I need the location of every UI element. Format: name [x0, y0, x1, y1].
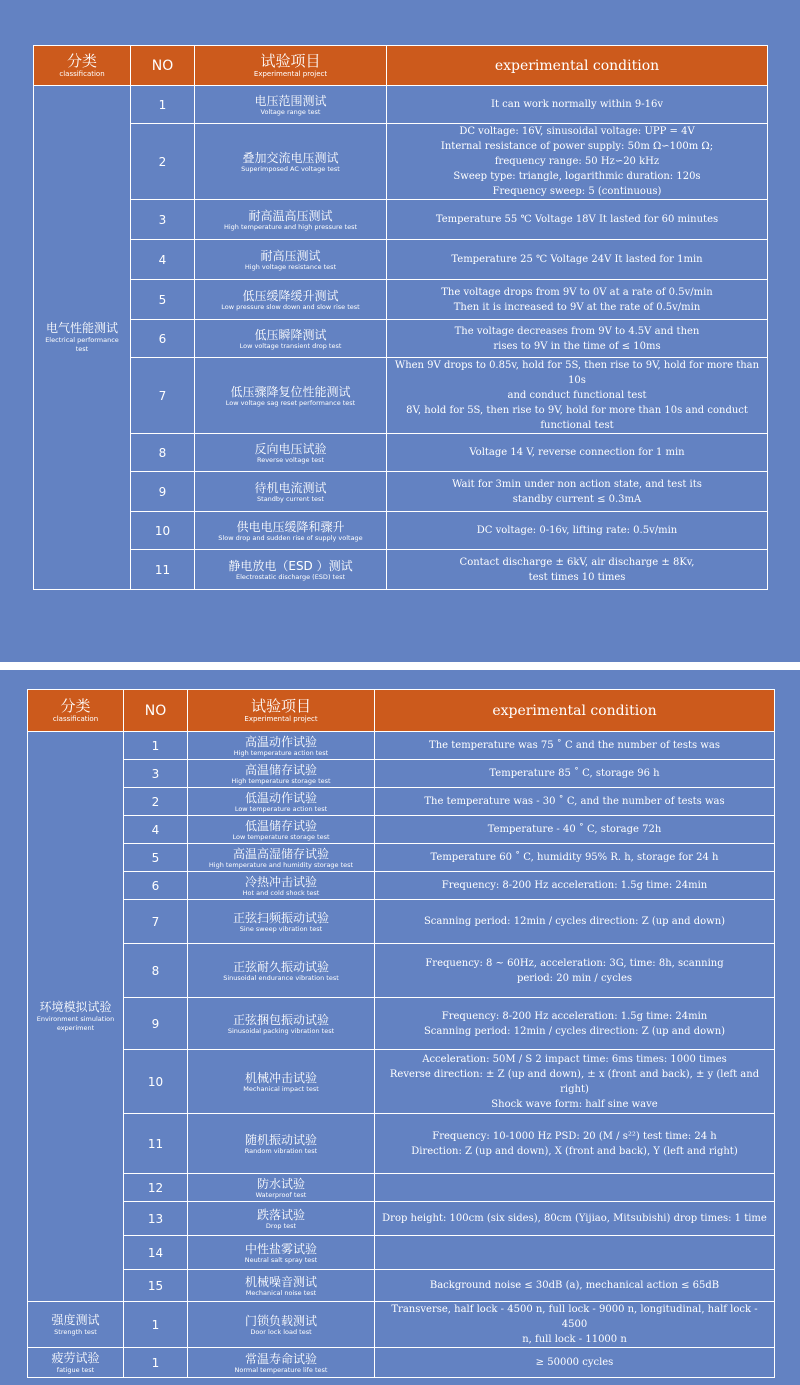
test-name-cn: 机械冲击试验	[244, 1070, 317, 1085]
table-row	[34, 86, 768, 124]
condition-line: Acceleration: 50M / S 2 impact time: 6ms times: 1000 times	[422, 1053, 727, 1065]
condition-line: Background noise ≤ 30dB (a), mechanical action ≤ 65dB	[429, 1280, 720, 1291]
condition-cell	[387, 472, 768, 512]
condition-cell	[375, 900, 775, 944]
test-name-en: High temperature and high pressure test	[223, 222, 358, 231]
environment-test-table	[27, 689, 775, 1378]
test-name-cn: 低压缓降缓升测试	[242, 288, 339, 303]
condition-cell	[387, 240, 768, 280]
condition-line: Scanning period: 12min / cycles direction: Z (up and down)	[423, 916, 726, 927]
test-name-en: Low voltage transient drop test	[239, 341, 342, 350]
condition-line: Frequency: 8-200 Hz acceleration: 1.5g time: 24min	[441, 1010, 708, 1022]
test-name-en: High temperature storage test	[231, 776, 331, 785]
condition-cell	[375, 1270, 775, 1302]
test-name-en: Low temperature storage test	[232, 832, 330, 841]
table-row	[28, 1348, 775, 1378]
category-cell	[34, 86, 131, 590]
test-name-en: Normal temperature life test	[234, 1365, 328, 1374]
section-divider	[0, 662, 800, 670]
table-row	[34, 434, 768, 472]
test-project-cell	[188, 816, 375, 844]
table-row	[28, 760, 775, 788]
table-row	[28, 1302, 775, 1348]
test-project-cell	[188, 760, 375, 788]
test-name-en: Electrostatic discharge (ESD) test	[235, 572, 346, 581]
category-cell	[28, 1302, 124, 1348]
condition-cell	[375, 1174, 775, 1202]
row-number: 2	[124, 788, 188, 816]
no-header: NO	[124, 690, 188, 732]
condition-line: Frequency: 10-1000 Hz PSD: 20 (M / s²²) test time: 24 h	[432, 1130, 717, 1142]
test-project-cell	[195, 358, 387, 434]
row-number: 10	[124, 1050, 188, 1114]
condition-line: Shock wave form: half sine wave	[491, 1098, 658, 1110]
condition-cell	[375, 844, 775, 872]
condition-line: ≥ 50000 cycles	[535, 1357, 614, 1368]
condition-line: Temperature 85 ˚ C, storage 96 h	[489, 768, 660, 779]
row-number: 6	[131, 320, 195, 358]
test-name-cn: 低温储存试验	[244, 818, 317, 833]
condition-cell	[375, 1348, 775, 1378]
table-row	[34, 124, 768, 200]
condition-line: When 9V drops to 0.85v, hold for 5S, then rise to 9V, hold for more than 10s	[394, 360, 760, 386]
test-project-cell	[195, 512, 387, 550]
test-name-cn: 静电放电（ESD ）测试	[228, 558, 353, 573]
table-row	[28, 900, 775, 944]
test-project-cell	[188, 1348, 375, 1378]
condition-line: Reverse direction: ± Z (up and down), ± x (front and back), ± y (left and	[389, 1068, 760, 1080]
table-row	[28, 1270, 775, 1302]
condition-line: Temperature 55 ℃ Voltage 18V It lasted for 60 minutes	[435, 214, 719, 225]
project-header: 试验项目 Experimental project	[195, 46, 387, 86]
test-name-en: High temperature action test	[233, 748, 329, 757]
row-number: 3	[124, 760, 188, 788]
test-project-cell	[188, 1302, 375, 1348]
test-name-cn: 高温高湿储存试验	[232, 846, 329, 861]
test-project-cell	[188, 872, 375, 900]
condition-cell	[375, 760, 775, 788]
row-number: 5	[124, 844, 188, 872]
condition-line: test times 10 times	[528, 571, 626, 583]
test-project-cell	[188, 1236, 375, 1270]
condition-line: Frequency sweep: 5 (continuous)	[492, 186, 662, 197]
condition-line: period: 20 min / cycles	[516, 972, 633, 984]
condition-cell	[387, 550, 768, 590]
category-cell	[28, 732, 124, 1302]
row-number: 1	[124, 732, 188, 760]
condition-cell	[375, 1114, 775, 1174]
test-name-en: Low pressure slow down and slow rise test	[221, 302, 360, 311]
test-name-cn: 正弦耐久振动试验	[232, 959, 329, 974]
condition-cell	[375, 816, 775, 844]
table-row	[34, 320, 768, 358]
row-number: 6	[124, 872, 188, 900]
test-name-en: Door lock load test	[250, 1327, 312, 1336]
condition-line: The voltage decreases from 9V to 4.5V and then	[454, 325, 700, 337]
condition-line: Internal resistance of power supply: 50m Ω∽100m Ω;	[440, 141, 714, 152]
row-number: 2	[131, 124, 195, 200]
row-number: 8	[131, 434, 195, 472]
condition-line: and conduct functional test	[507, 390, 647, 401]
table-header-row	[28, 690, 775, 732]
test-project-cell	[188, 788, 375, 816]
test-name-cn: 机械噪音测试	[244, 1274, 317, 1289]
test-name-cn: 防水试验	[256, 1176, 305, 1191]
table-header-row	[34, 46, 768, 86]
test-project-cell	[188, 1114, 375, 1174]
condition-cell	[375, 872, 775, 900]
row-number: 9	[124, 998, 188, 1050]
test-name-en: Sinusoidal packing vibration test	[227, 1026, 335, 1035]
condition-cell	[375, 1302, 775, 1348]
test-name-cn: 待机电流测试	[254, 480, 327, 495]
test-name-cn: 常温寿命试验	[244, 1351, 317, 1366]
condition-line: Temperature 60 ˚ C, humidity 95% R. h, storage for 24 h	[430, 852, 719, 863]
test-project-cell	[195, 472, 387, 512]
table-row	[28, 1236, 775, 1270]
test-name-cn: 高温动作试验	[244, 734, 317, 749]
condition-line: Frequency: 8-200 Hz acceleration: 1.5g time: 24min	[441, 880, 708, 891]
row-number: 4	[131, 240, 195, 280]
condition-line: Wait for 3min under non action state, and test its	[452, 478, 702, 490]
test-project-cell	[188, 1202, 375, 1236]
row-number: 13	[124, 1202, 188, 1236]
condition-header: experimental condition	[387, 46, 768, 86]
table-row	[34, 240, 768, 280]
test-project-cell	[195, 280, 387, 320]
table-row	[28, 816, 775, 844]
condition-line: n, full lock - 11000 n	[522, 1334, 627, 1345]
condition-line: Transverse, half lock - 4500 n, full lock - 9000 n, longitudinal, half lock - 4500	[391, 1304, 758, 1330]
test-name-cn: 低压瞬降测试	[254, 327, 327, 342]
condition-line: Direction: Z (up and down), X (front and back), Y (left and right)	[411, 1145, 738, 1157]
row-number: 14	[124, 1236, 188, 1270]
test-name-en: High temperature and humidity storage test	[208, 860, 354, 869]
condition-header: experimental condition	[375, 690, 775, 732]
condition-line: right)	[560, 1083, 589, 1095]
condition-cell	[387, 124, 768, 200]
condition-cell	[387, 434, 768, 472]
test-project-cell	[195, 86, 387, 124]
test-name-en: High voltage resistance test	[244, 262, 337, 271]
category-name-cn: 电气性能测试	[45, 321, 118, 335]
test-name-en: Hot and cold shock test	[242, 888, 320, 897]
test-project-cell	[188, 944, 375, 998]
condition-line: DC voltage: 0-16v, lifting rate: 0.5v/min	[476, 525, 678, 536]
table-row	[28, 1050, 775, 1114]
condition-line: Contact discharge ± 6kV, air discharge ± 8Kv,	[459, 556, 695, 568]
table-row	[34, 472, 768, 512]
test-name-en: Waterproof test	[255, 1190, 307, 1199]
condition-line: The temperature was - 30 ˚ C, and the number of tests was	[424, 796, 725, 807]
test-name-cn: 供电电压缓降和骤升	[236, 519, 345, 534]
test-project-cell	[188, 1174, 375, 1202]
table-row	[34, 200, 768, 240]
table-row	[28, 732, 775, 760]
test-name-cn: 低压骤降复位性能测试	[230, 384, 351, 399]
condition-line: The temperature was 75 ˚ C and the number of tests was	[429, 740, 720, 751]
table-row	[28, 1174, 775, 1202]
test-name-en: Sine sweep vibration test	[239, 924, 323, 933]
table-row	[34, 512, 768, 550]
test-project-cell	[195, 320, 387, 358]
test-name-cn: 冷热冲击试验	[244, 874, 317, 889]
test-project-cell	[188, 732, 375, 760]
category-name-cn: 环境模拟试验	[39, 1000, 112, 1014]
row-number: 11	[124, 1114, 188, 1174]
row-number: 1	[124, 1302, 188, 1348]
test-name-en: Mechanical impact test	[243, 1084, 319, 1093]
test-name-en: Superimposed AC voltage test	[241, 164, 340, 173]
condition-line: Temperature 25 ℃ Voltage 24V It lasted for 1min	[451, 254, 703, 265]
row-number: 7	[131, 358, 195, 434]
test-name-cn: 门锁负载测试	[244, 1313, 317, 1328]
test-project-cell	[195, 200, 387, 240]
row-number: 12	[124, 1174, 188, 1202]
condition-line: The voltage drops from 9V to 0V at a rate of 0.5v/min	[441, 286, 713, 298]
row-number: 10	[131, 512, 195, 550]
test-project-cell	[195, 550, 387, 590]
condition-line: DC voltage: 16V, sinusoidal voltage: UPP = 4V	[459, 126, 695, 137]
condition-cell	[387, 320, 768, 358]
condition-line: frequency range: 50 Hz∽20 kHz	[494, 156, 660, 167]
test-project-cell	[195, 240, 387, 280]
test-name-en: Random vibration test	[244, 1146, 318, 1155]
condition-cell	[387, 200, 768, 240]
condition-line: Sweep type: triangle, logarithmic duration: 120s	[453, 171, 701, 182]
row-number: 9	[131, 472, 195, 512]
condition-cell	[375, 732, 775, 760]
condition-line: Temperature - 40 ˚ C, storage 72h	[487, 824, 662, 835]
condition-cell	[387, 280, 768, 320]
test-project-cell	[195, 124, 387, 200]
condition-line: It can work normally within 9-16v	[491, 99, 663, 110]
project-header: 试验项目 Experimental project	[188, 690, 375, 732]
condition-line: Drop height: 100cm (six sides), 80cm (Yijiao, Mitsubishi) drop times: 1 time	[382, 1213, 767, 1224]
table-row	[34, 550, 768, 590]
table-row	[28, 998, 775, 1050]
condition-line: Voltage 14 V, reverse connection for 1 min	[469, 447, 685, 458]
test-name-en: Standby current test	[257, 494, 324, 503]
row-number: 7	[124, 900, 188, 944]
test-name-cn: 电压范围测试	[254, 93, 327, 108]
test-name-cn: 高温储存试验	[244, 762, 317, 777]
row-number: 4	[124, 816, 188, 844]
row-number: 15	[124, 1270, 188, 1302]
test-name-cn: 反向电压试验	[254, 441, 327, 456]
test-name-en: Reverse voltage test	[256, 455, 325, 464]
row-number: 5	[131, 280, 195, 320]
classification-header: 分类 classification	[34, 46, 131, 86]
category-cell	[28, 1348, 124, 1378]
test-name-cn: 随机振动试验	[244, 1132, 317, 1147]
condition-cell	[375, 1202, 775, 1236]
category-name-en: Environment simulation experiment	[36, 1015, 115, 1032]
electrical-test-table	[33, 45, 768, 590]
test-name-cn: 正弦扫频振动试验	[232, 910, 329, 925]
no-header: NO	[131, 46, 195, 86]
row-number: 8	[124, 944, 188, 998]
classification-header: 分类 classification	[28, 690, 124, 732]
table-row	[28, 1114, 775, 1174]
condition-line: Scanning period: 12min / cycles direction: Z (up and down)	[423, 1025, 726, 1037]
test-project-cell	[188, 844, 375, 872]
test-project-cell	[188, 998, 375, 1050]
test-project-cell	[188, 1270, 375, 1302]
test-project-cell	[188, 900, 375, 944]
condition-line: rises to 9V in the time of ≤ 10ms	[493, 340, 661, 352]
table-row	[34, 280, 768, 320]
test-name-en: Voltage range test	[260, 107, 321, 116]
test-name-en: Slow drop and sudden rise of supply voltage	[218, 533, 363, 542]
category-name-en: Strength test	[54, 1327, 97, 1336]
condition-cell	[375, 788, 775, 816]
table-row	[28, 1202, 775, 1236]
test-project-cell	[188, 1050, 375, 1114]
condition-cell	[375, 944, 775, 998]
row-number: 1	[124, 1348, 188, 1378]
test-name-cn: 叠加交流电压测试	[242, 150, 339, 165]
test-name-cn: 耐高温高压测试	[248, 208, 333, 223]
table-row	[34, 358, 768, 434]
table-row	[28, 872, 775, 900]
row-number: 11	[131, 550, 195, 590]
condition-cell	[387, 86, 768, 124]
test-name-en: Neutral salt spray test	[244, 1255, 318, 1264]
condition-line: Frequency: 8 ~ 60Hz, acceleration: 3G, time: 8h, scanning	[425, 957, 724, 969]
test-name-en: Sinusoidal endurance vibration test	[223, 973, 339, 982]
category-name-en: Electrical performance test	[45, 336, 119, 353]
category-name-cn: 疲劳试验	[51, 1350, 100, 1365]
test-name-cn: 正弦捆包振动试验	[232, 1012, 329, 1027]
test-name-cn: 跌落试验	[256, 1207, 305, 1222]
condition-line: Then it is increased to 9V at the rate of 0.5v/min	[453, 301, 701, 313]
test-name-en: Low temperature action test	[234, 804, 328, 813]
test-project-cell	[195, 434, 387, 472]
condition-cell	[375, 998, 775, 1050]
test-name-cn: 耐高压测试	[260, 248, 321, 263]
row-number: 1	[131, 86, 195, 124]
condition-cell	[387, 512, 768, 550]
condition-line: 8V, hold for 5S, then rise to 9V, hold for more than 10s and conduct	[406, 405, 748, 416]
condition-line: standby current ≤ 0.3mA	[512, 493, 642, 505]
condition-line: functional test	[540, 420, 614, 431]
table-row	[28, 844, 775, 872]
condition-cell	[387, 358, 768, 434]
category-name-en: fatigue test	[56, 1365, 95, 1374]
test-name-cn: 中性盐雾试验	[244, 1241, 317, 1256]
row-number: 3	[131, 200, 195, 240]
table-row	[28, 788, 775, 816]
test-name-en: Drop test	[265, 1221, 297, 1230]
test-name-en: Low voltage sag reset performance test	[225, 398, 356, 407]
condition-cell	[375, 1236, 775, 1270]
condition-cell	[375, 1050, 775, 1114]
test-name-en: Mechanical noise test	[245, 1288, 317, 1297]
category-name-cn: 强度测试	[51, 1312, 100, 1327]
test-name-cn: 低温动作试验	[244, 790, 317, 805]
table-row	[28, 944, 775, 998]
